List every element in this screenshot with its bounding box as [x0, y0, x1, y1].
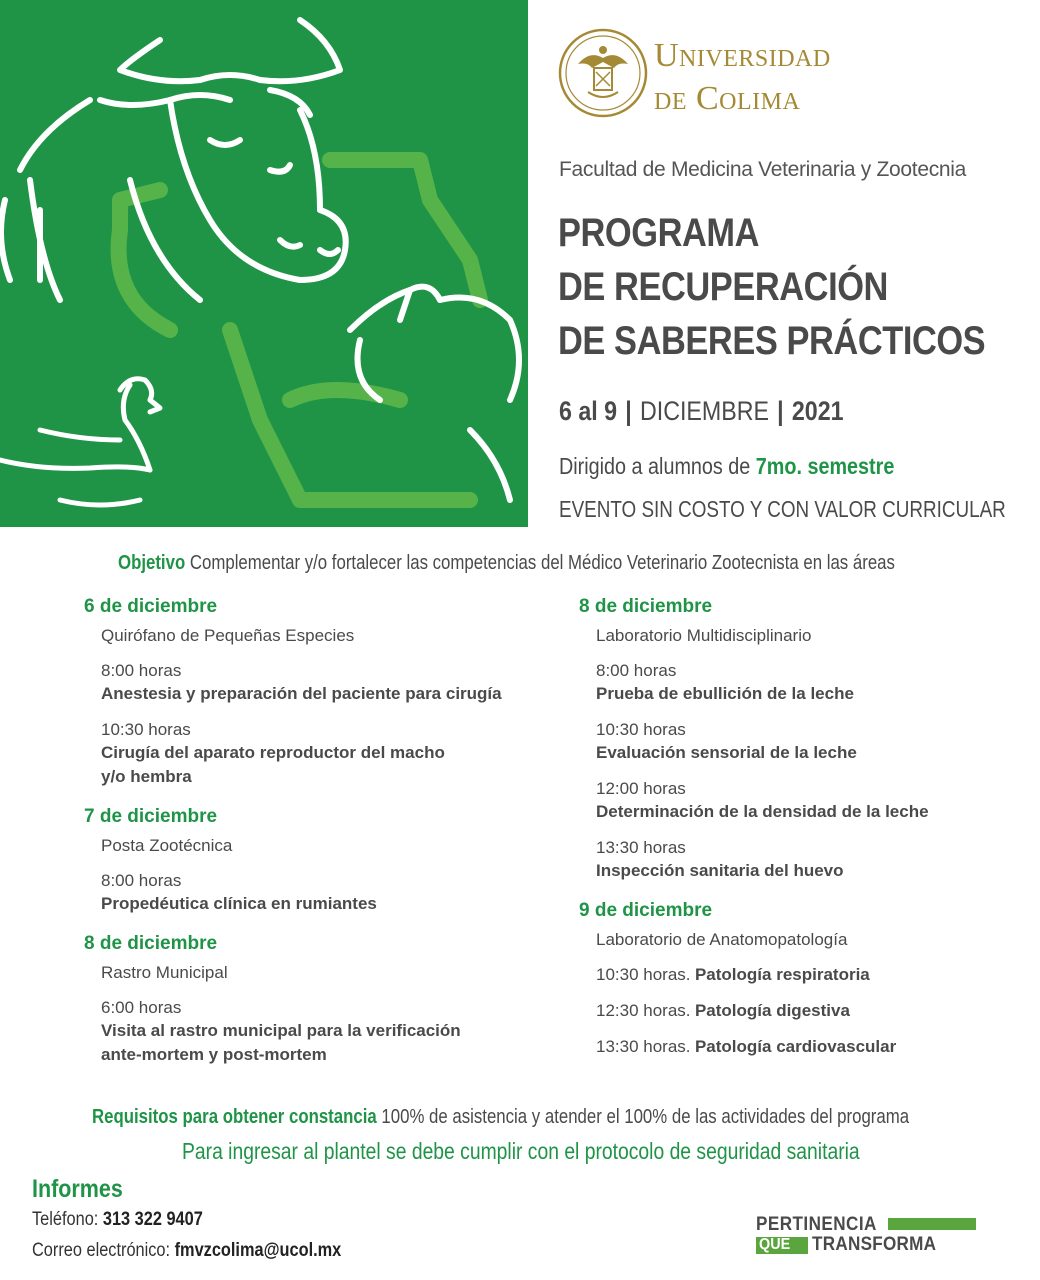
slot-activity-cont: ante-mortem y post-mortem — [101, 1045, 327, 1064]
contact-email — [32, 1240, 341, 1262]
phone-number[interactable]: 313 322 9407 — [102, 1209, 203, 1230]
program-title — [558, 206, 985, 368]
event-dates — [559, 396, 844, 427]
requirements-line — [92, 1106, 909, 1129]
slot-activity: Determinación de la densidad de la leche — [596, 802, 929, 821]
audience-prefix: Dirigido a alumnos de — [559, 453, 751, 479]
objective-line — [118, 552, 895, 575]
day-heading: 8 de diciembre — [84, 933, 218, 954]
brand-line1: PERTINENCIA — [756, 1214, 877, 1235]
day-heading: 8 de diciembre — [579, 596, 713, 617]
university-name-line2: de Colima — [654, 80, 801, 117]
phone-label: Teléfono: — [32, 1209, 99, 1230]
contact-phone — [32, 1209, 203, 1231]
title-line-2: DE RECUPERACIÓN — [558, 265, 888, 309]
slot-activity: Prueba de ebullición de la leche — [596, 684, 854, 703]
brand-bar — [888, 1218, 976, 1230]
venue: Quirófano de Pequeñas Especies — [101, 626, 355, 645]
dates-separator: | — [625, 396, 632, 426]
title-line-3: DE SABERES PRÁCTICOS — [558, 319, 986, 363]
slot-time: 10:30 horas — [101, 720, 191, 739]
day-heading: 9 de diciembre — [579, 900, 713, 921]
slot-activity: Inspección sanitaria del huevo — [596, 861, 844, 880]
slot-time: 12:00 horas — [596, 779, 686, 798]
email-label: Correo electrónico: — [32, 1240, 171, 1261]
cow-pig-chicken-milk-can-icon — [0, 0, 528, 527]
slot-activity: Cirugía del aparato reproductor del macho — [101, 743, 445, 762]
slot-time: 8:00 horas — [101, 661, 182, 680]
requirements-label: Requisitos para obtener constancia — [92, 1106, 377, 1128]
pertinencia-brand-logo — [756, 1214, 976, 1258]
slot-time: 10:30 horas — [596, 720, 686, 739]
venue: Rastro Municipal — [101, 963, 228, 982]
dates-separator: | — [777, 396, 784, 426]
slot-time: 13:30 horas. — [596, 1037, 691, 1056]
slot-activity: Patología cardiovascular — [694, 1037, 897, 1056]
slot-time: 8:00 horas — [596, 661, 677, 680]
schedule-slot — [596, 999, 1039, 1023]
faculty-name: Facultad de Medicina Veterinaria y Zootecnia — [559, 158, 967, 181]
sanitary-protocol-note: Para ingresar al plantel se debe cumplir con el protocolo de seguridad sanitaria — [182, 1138, 860, 1164]
slot-activity: Visita al rastro municipal para la verificación — [101, 1021, 461, 1040]
venue: Laboratorio Multidisciplinario — [596, 626, 812, 645]
dates-year: 2021 — [791, 396, 844, 426]
slot-time: 8:00 horas — [101, 871, 182, 890]
schedule-slot — [596, 777, 1039, 824]
day-heading: 7 de diciembre — [84, 806, 218, 827]
schedule-slot — [101, 869, 544, 916]
slot-time: 12:30 horas. — [596, 1001, 691, 1020]
brand-que: QUE — [759, 1236, 791, 1253]
slot-time: 6:00 horas — [101, 998, 182, 1017]
schedule-slot — [596, 659, 1039, 706]
venue: Laboratorio de Anatomopatología — [596, 930, 848, 949]
requirements-text: 100% de asistencia y atender el 100% de las actividades del programa — [381, 1106, 910, 1128]
schedule-right-column — [579, 596, 1039, 1071]
schedule-slot — [101, 659, 544, 706]
schedule-slot — [101, 718, 544, 789]
cost-note: EVENTO SIN COSTO Y CON VALOR CURRICULAR — [559, 496, 1006, 522]
objective-label: Objetivo — [118, 552, 186, 574]
day-heading: 6 de diciembre — [84, 596, 218, 617]
title-line-1: PROGRAMA — [558, 211, 760, 255]
university-name-line1: Universidad — [654, 37, 831, 74]
contact-heading: Informes — [32, 1175, 123, 1203]
schedule-slot — [101, 996, 544, 1067]
schedule-slot — [596, 836, 1039, 883]
university-logo — [558, 28, 898, 120]
university-seal-icon — [558, 28, 648, 118]
brand-line2: TRANSFORMA — [812, 1234, 937, 1255]
schedule-left-column — [84, 596, 544, 1079]
audience-semester: 7mo. semestre — [755, 453, 895, 479]
slot-activity: Propedéutica clínica en rumiantes — [101, 894, 377, 913]
slot-activity: Anestesia y preparación del paciente para cirugía — [101, 684, 502, 703]
venue: Posta Zootécnica — [101, 836, 233, 855]
slot-time: 13:30 horas — [596, 838, 686, 857]
dates-month: DICIEMBRE — [639, 396, 770, 426]
hero-illustration — [0, 0, 528, 527]
email-address[interactable]: fmvzcolima@ucol.mx — [174, 1240, 342, 1261]
dates-days: 6 al 9 — [559, 396, 618, 426]
objective-text: Complementar y/o fortalecer las competencias del Médico Veterinario Zootecnista en las áreas — [189, 552, 895, 574]
slot-activity-cont: y/o hembra — [101, 767, 192, 786]
slot-time: 10:30 horas. — [596, 965, 691, 984]
slot-activity: Patología digestiva — [694, 1001, 850, 1020]
slot-activity: Patología respiratoria — [694, 965, 870, 984]
schedule-slot — [596, 1035, 1039, 1059]
schedule-slot — [596, 718, 1039, 765]
audience-line — [559, 453, 894, 480]
schedule-slot — [596, 963, 1039, 987]
slot-activity: Evaluación sensorial de la leche — [596, 743, 857, 762]
